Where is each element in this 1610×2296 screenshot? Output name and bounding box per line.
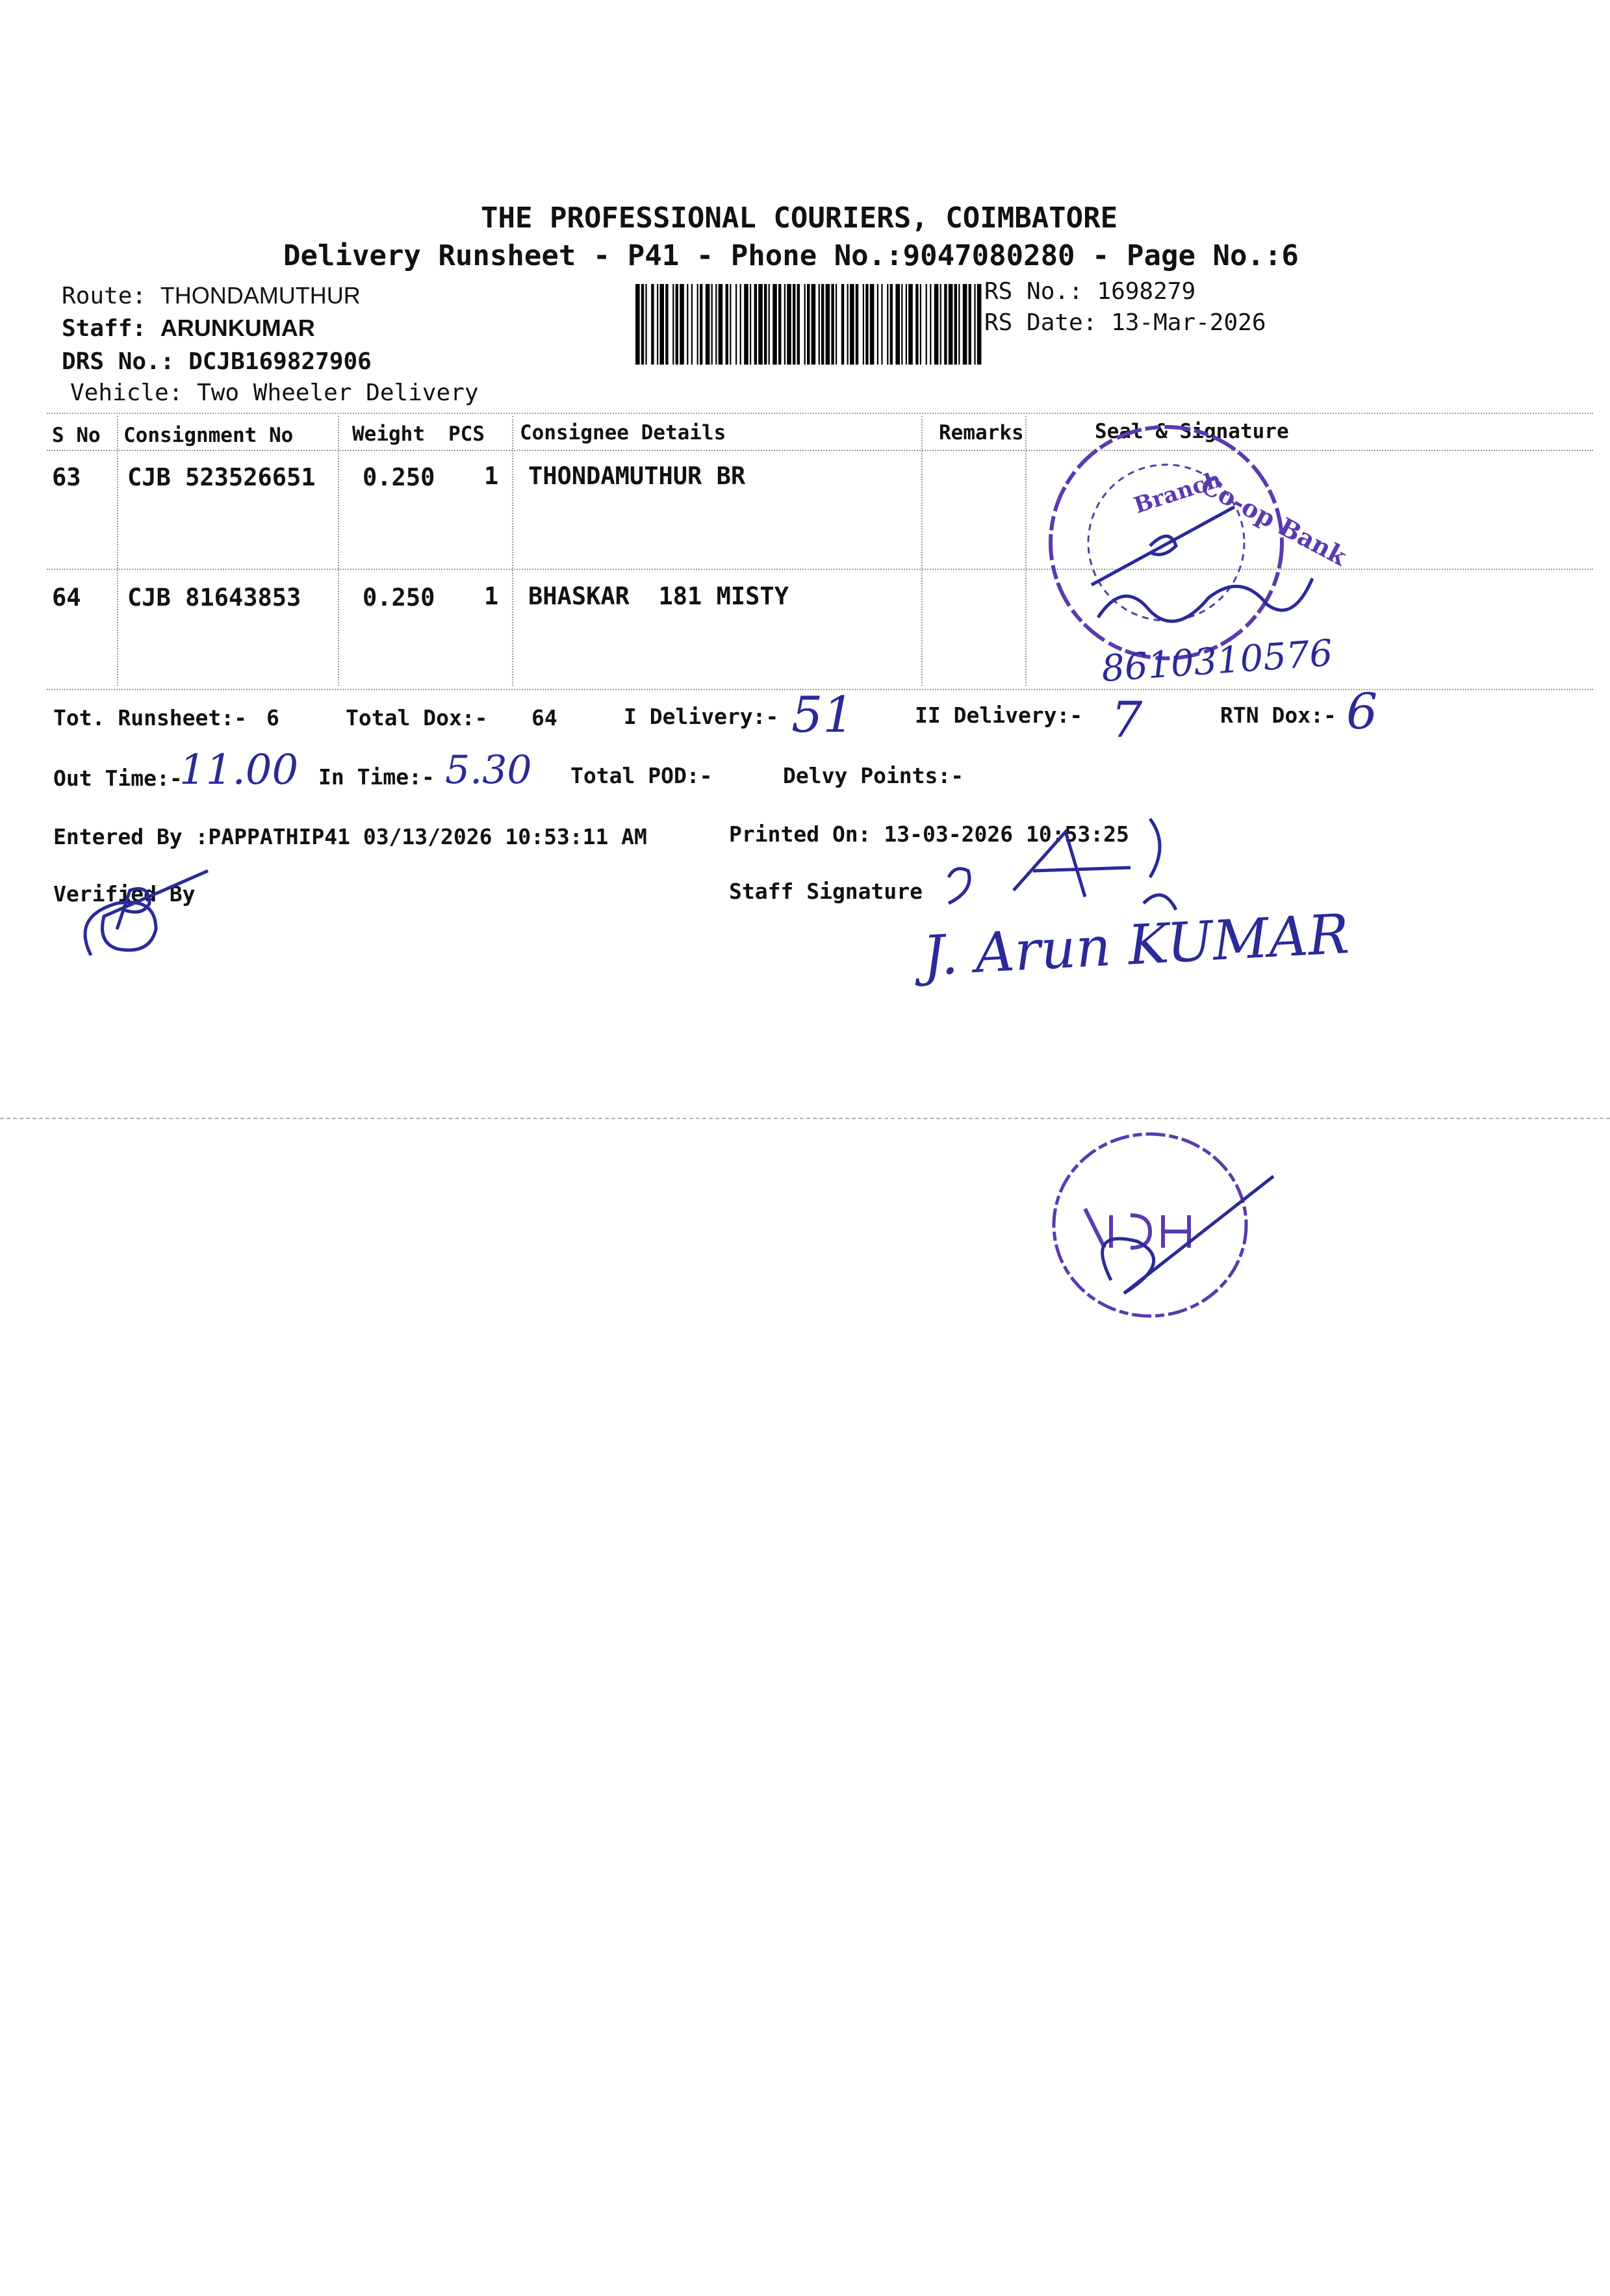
in-time-label: In Time:-: [318, 764, 435, 790]
staff-line: Staff: ARUNKUMAR: [62, 315, 315, 342]
printed-on: Printed On: 13-03-2026 10:53:25: [729, 821, 1129, 847]
total-dox-label: Total Dox:-: [346, 705, 488, 730]
table-row-64-consignment: CJB 81643853: [127, 584, 301, 612]
out-time-label: Out Time:-: [53, 766, 183, 791]
col-pcs: PCS: [448, 422, 485, 446]
tot-runsheet-value: 6: [266, 705, 279, 730]
total-dox-value: 64: [531, 705, 557, 730]
staff-signature-scribble: [936, 806, 1208, 923]
round-stamp: [1033, 1118, 1306, 1332]
i-delivery-value: 51: [791, 686, 854, 743]
table-row-63-pcs: 1: [484, 462, 499, 490]
total-pod-label: Total POD:-: [570, 763, 713, 788]
table-row-63-weight: 0.250: [363, 463, 435, 491]
runsheet-subtitle: Delivery Runsheet - P41 - Phone No.:9047080280 - Page No.:6: [283, 239, 1299, 272]
verified-by-label: Verified By: [53, 881, 196, 907]
table-row-64-pcs: 1: [484, 582, 499, 610]
table-row-63-consignment: CJB 523526651: [127, 463, 316, 491]
col-seal-signature: Seal & Signature: [1095, 420, 1289, 443]
in-time-value: 5.30: [445, 747, 532, 793]
col-weight: Weight: [352, 422, 425, 446]
svg-text:Co-op Bank: Co-op Bank: [1195, 470, 1352, 572]
ii-delivery-value: 7: [1111, 691, 1143, 749]
i-delivery-label: I Delivery:-: [624, 704, 779, 729]
delvy-points-label: Delvy Points:-: [783, 763, 964, 788]
staff-signature-name: J. Arun KUMAR: [921, 901, 1351, 988]
rs-date-line: RS Date: 13-Mar-2026: [984, 309, 1266, 336]
svg-text:Branch: Branch: [1131, 466, 1225, 519]
entered-by: Entered By :PAPPATHIP41 03/13/2026 10:53:11 AM: [53, 824, 647, 849]
drs-line: DRS No.: DCJB169827906: [62, 348, 372, 375]
col-consignment: Consignment No: [123, 424, 294, 447]
rs-no-line: RS No.: 1698279: [984, 278, 1196, 305]
table-row-64-weight: 0.250: [363, 584, 435, 612]
table-row-64-consignee: BHASKAR 181 MISTY: [528, 582, 789, 610]
staff-signature-label: Staff Signature: [729, 879, 923, 904]
table-row-64-sno: 64: [52, 584, 81, 612]
verified-by-signature: [78, 864, 273, 968]
col-remarks: Remarks: [939, 421, 1024, 445]
ii-delivery-label: II Delivery:-: [915, 703, 1083, 728]
barcode: [635, 284, 980, 365]
col-consignee: Consignee Details: [520, 421, 726, 445]
out-time-value: 11.00: [179, 746, 299, 794]
handwritten-phone-number: 8610310576: [1100, 632, 1335, 691]
vehicle-line: Vehicle: Two Wheeler Delivery: [70, 380, 479, 406]
company-title: THE PROFESSIONAL COURIERS, COIMBATORE: [481, 201, 1118, 235]
tot-runsheet-label: Tot. Runsheet:-: [53, 705, 248, 730]
route-line: Route: THONDAMUTHUR: [62, 282, 361, 309]
table-row-63-consignee: THONDAMUTHUR BR: [528, 462, 746, 490]
table-row-63-sno: 63: [52, 463, 81, 491]
col-sno: S No: [52, 424, 101, 447]
rtn-dox-value: 6: [1346, 682, 1378, 740]
rtn-dox-label: RTN Dox:-: [1220, 703, 1336, 728]
